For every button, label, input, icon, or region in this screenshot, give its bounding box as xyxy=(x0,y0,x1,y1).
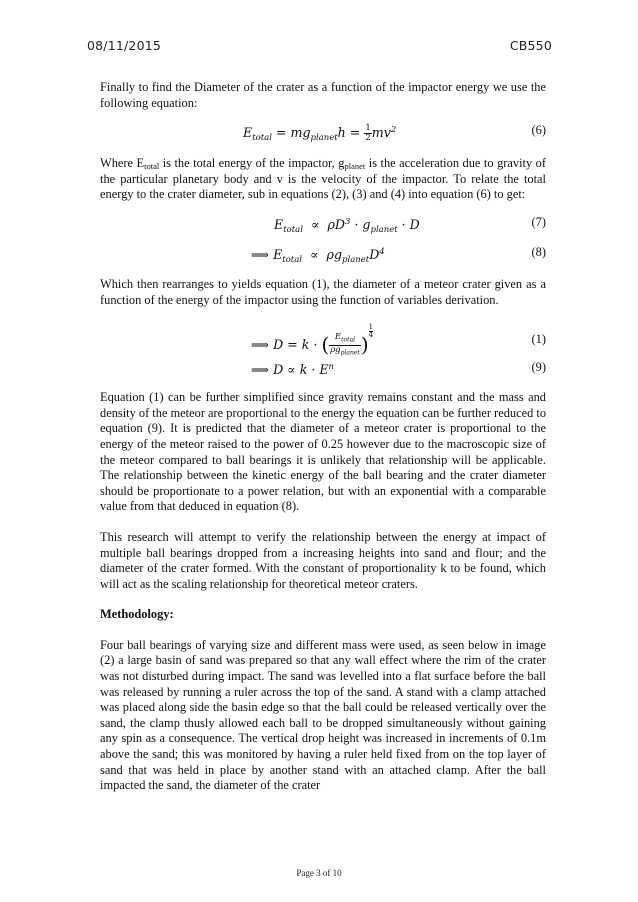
equation-8-number: (8) xyxy=(531,244,546,259)
equation-9-expression: ⟹ $D \propto k \cdot E^n$ xyxy=(251,362,335,378)
equation-6 xyxy=(100,123,546,143)
paragraph-research: This research will attempt to verify the relationship between the energy at impact of multiple ball bearings dropped from a increasing heights into sand and flour; and the diameter of the crater formed. With the constant of proportionality k to be found, which will act as the scaling relationship for theoretical meteor craters. xyxy=(100,529,546,591)
equation-1 xyxy=(100,322,546,357)
document-body xyxy=(100,80,546,794)
equation-6-number: (6) xyxy=(531,123,546,138)
paragraph-intro: Finally to find the Diameter of the crater as a function of the impactor energy we use the following equation: xyxy=(100,80,546,110)
equation-8 xyxy=(100,245,546,265)
equation-1-number: (1) xyxy=(531,332,546,347)
equation-9-number: (9) xyxy=(531,360,546,375)
paragraph-rearrange: Which then rearranges to yields equation (1), the diameter of a meteor crater given as a function of the energy of the impactor using the function of variables derivation. xyxy=(100,276,546,307)
equation-7-expression: $E_{total} \propto \rho D^3 \cdot g_{planet} \cdot D$ xyxy=(274,216,420,235)
header-date: 08/11/2015 xyxy=(87,38,162,53)
heading-methodology: Methodology: xyxy=(100,607,174,622)
paragraph-where: Where $E_{total}$ is the total energy of the impactor, $g_{planet}$ is the acceleration due to gravity of the particular planetary body and v is the velocity of the impactor. To relate the total energy to the crater diameter, sub in equations (2), (3) and (4) into equation (6) to get: xyxy=(100,156,546,202)
equation-1-expression: ⟹ D = k · ( $\frac{E_{total}}{\rho g_{planet}}$ ) $\frac{1}{4}$ xyxy=(251,323,374,357)
equation-7-number: (7) xyxy=(531,214,546,229)
paragraph-simplify: Equation (1) can be further simplified since gravity remains constant and the mass and density of the meteor are proportional to the energy the equation can be further reduced to equation (9). It is predicted that the diameter of a meteor crater is proportional to the energy of the meteor raised to the power of 0.25 however due to the macroscopic size of the meteor compared to ball bearings it is unlikely that relationship will be applicable. The relationship between the kinetic energy of the ball bearing and the crater diameter should be proportionate to a power relation, but with an exponential with a comparable value from that deduced in equation (8). xyxy=(100,390,547,514)
header-code: CB550 xyxy=(509,38,552,53)
equation-9 xyxy=(100,360,546,380)
equation-7 xyxy=(100,215,546,235)
equation-8-expression: ⟹ $E_{total} \propto \rho g_{planet}D^4$ xyxy=(251,246,385,265)
equation-6-expression: $E_{total} = mg_{planet}h$ = $\frac{1}{2}$ $mv^2$ xyxy=(243,123,397,144)
paragraph-methodology: Four ball bearings of varying size and different mass were used, as seen below in image (2) a large basin of sand was prepared so that any wall effect where the rim of the crater was not disturbed during impact. The sand was levelled into a flat surface before the ball was released by running a ruler across the top of the sand. A stand with a clamp attached was placed along side the basin edge so that the ball could be released vertically over the sand, the clamp thusly allowed each ball to be dropped simultaneously without gaining any spin as a consequence. The vertical drop height was increased in increments of 0.1m above the sand; this was monitored by having a ruler held fixed from on the top layer of sand that was held in place by another stand with an attached clamp. After the ball impacted the sand, the diameter of the crater xyxy=(100,637,546,793)
page-number-footer: Page 3 of 10 xyxy=(296,868,342,878)
